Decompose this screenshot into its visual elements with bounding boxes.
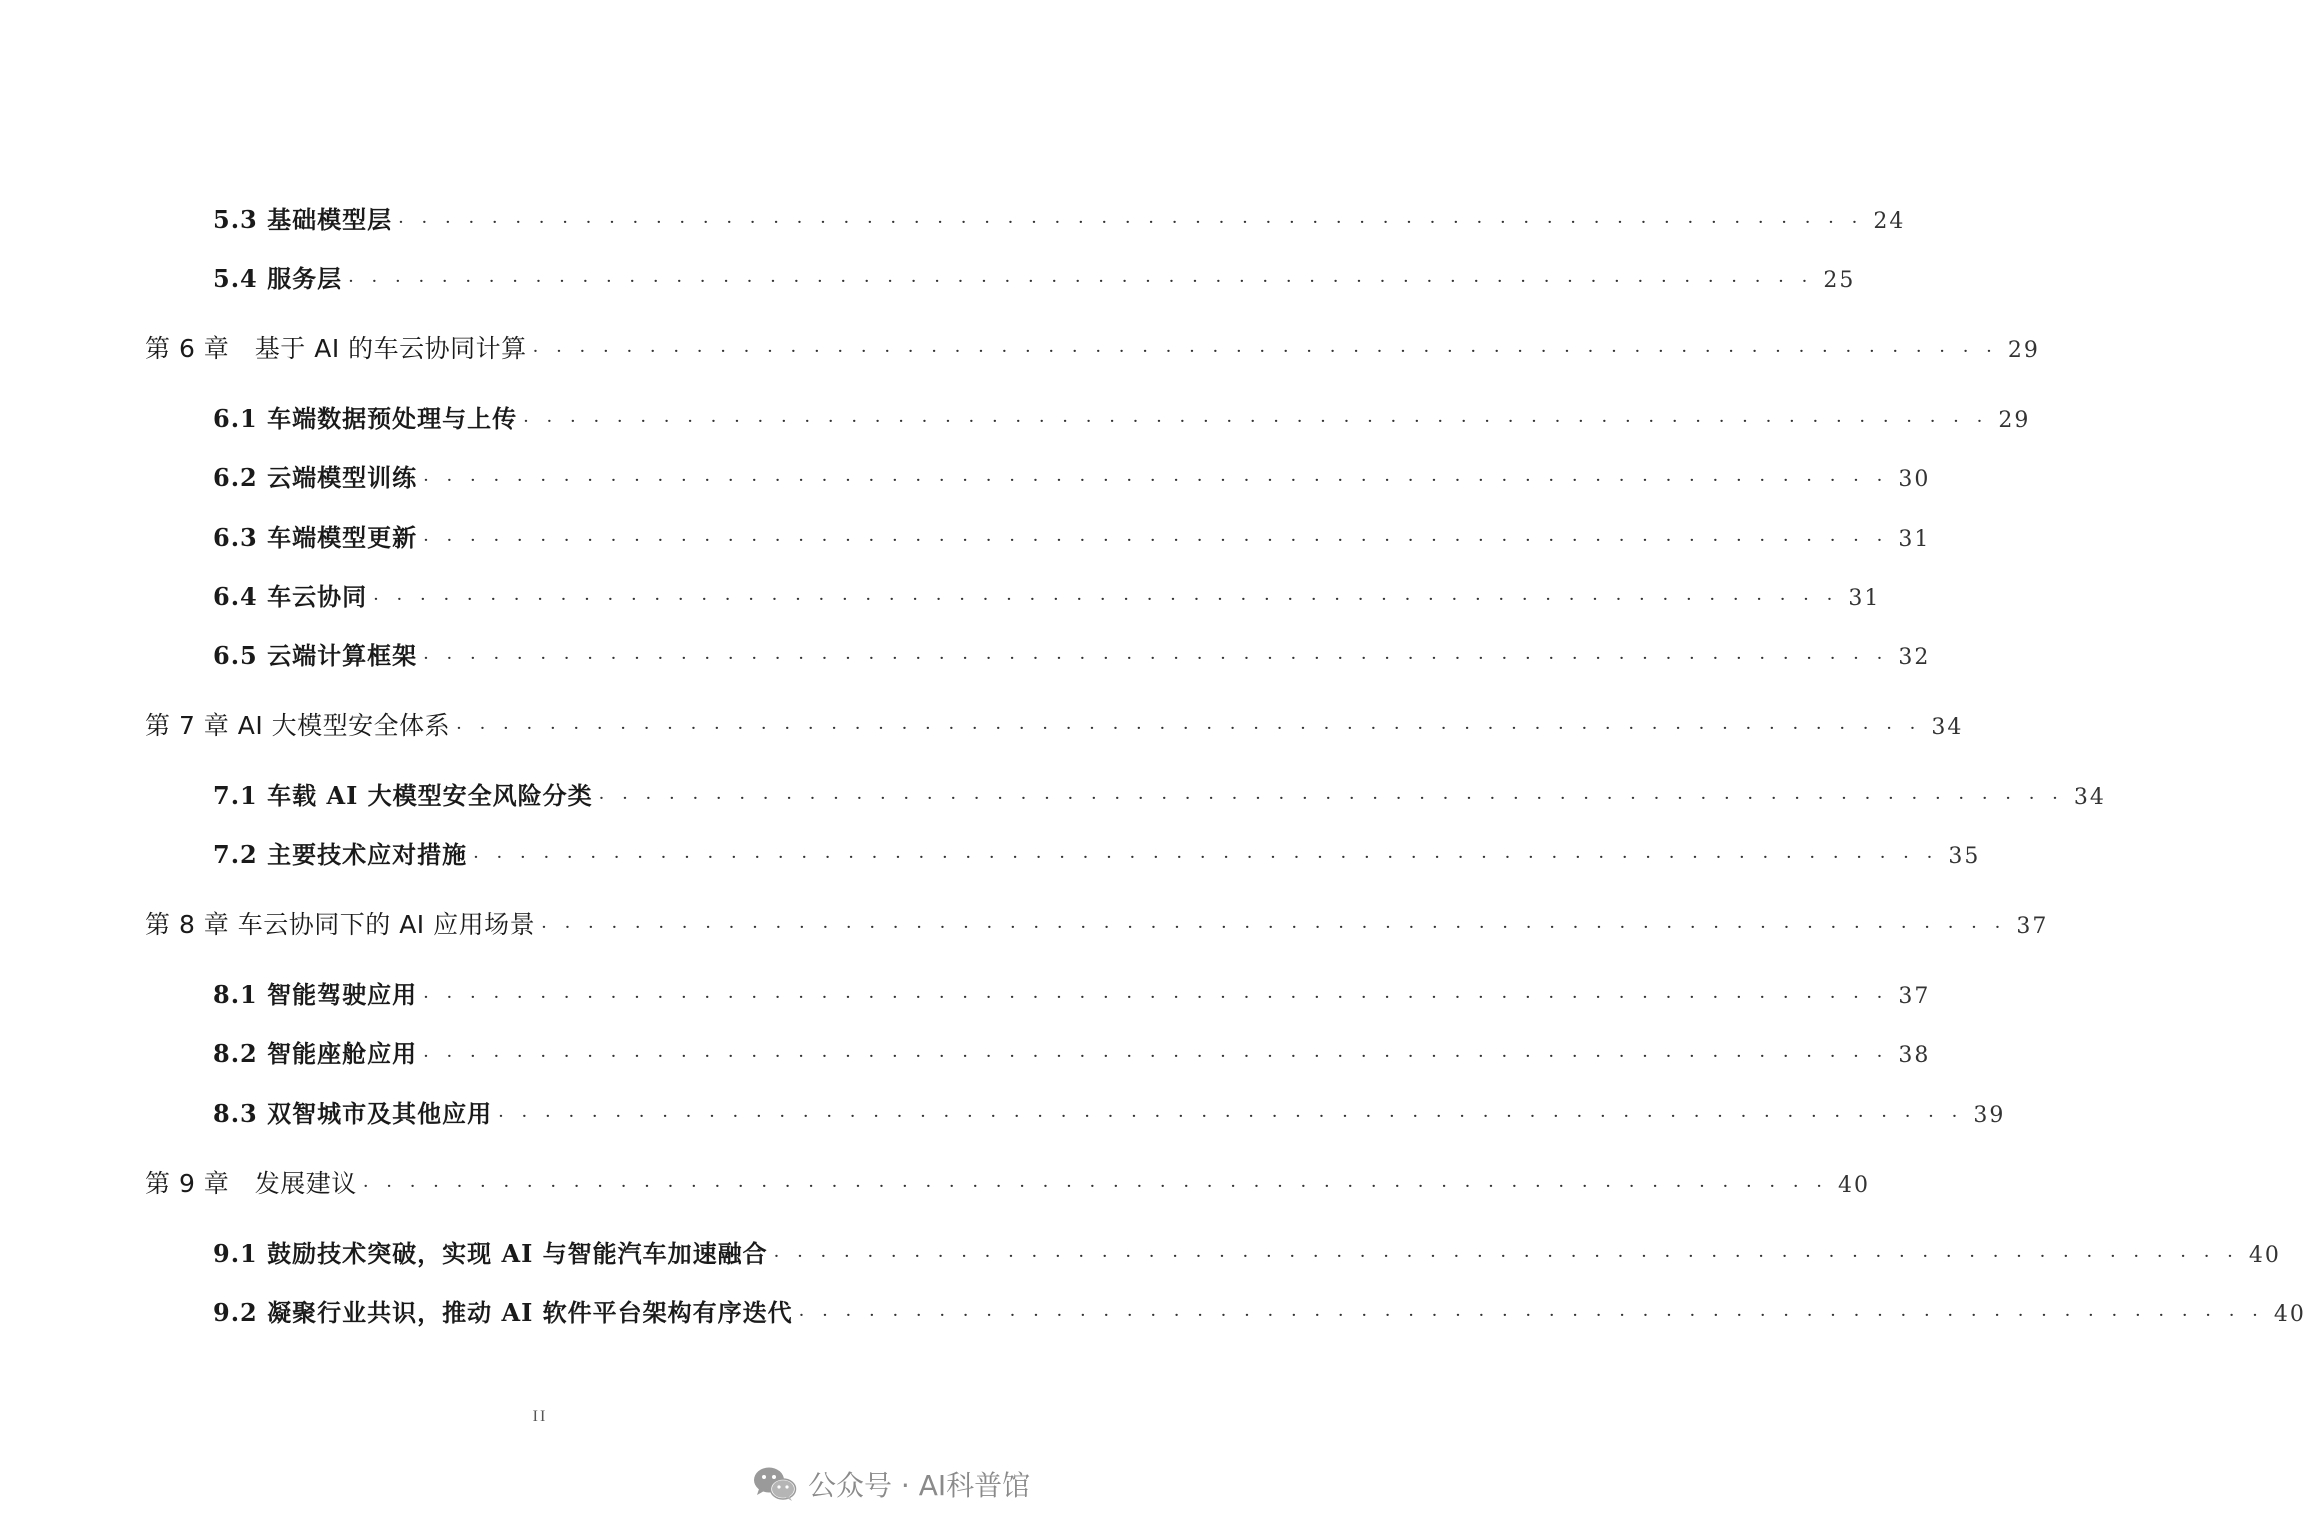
toc-entry-page: 34 [1931,715,1964,740]
toc-entry-title: 8.2 智能座舱应用 [213,1039,418,1068]
toc-chapter-entry[interactable] [145,905,2049,945]
toc-entry-title: 7.2 主要技术应对措施 [213,840,468,869]
toc-entry[interactable] [213,399,2031,439]
watermark [752,1462,1030,1506]
toc-entry-title: 6.4 车云协同 [213,582,368,611]
toc-leader-dots: · · · · · · · · · · · · · · · · · · · · · · · · · · · · · · · · · · · · · · · · · · · · · · · · · · · · · · · · · · · · · · · [523,411,1989,432]
toc-leader-dots: · · · · · · · · · · · · · · · · · · · · · · · · · · · · · · · · · · · · · · · · · · · · · · · · · · · · · · · · · · · · · · · [423,648,1889,669]
toc-entry-title: 5.3 基础模型层 [213,205,393,234]
toc-leader-dots: · · · · · · · · · · · · · · · · · · · · · · · · · · · · · · · · · · · · · · · · · · · · · · · · · · · · · · · · · · · · · · · [798,1305,2264,1326]
toc-entry-page: 31 [1898,527,1931,552]
toc-entry[interactable] [213,1293,2306,1333]
toc-entry[interactable] [213,1094,2006,1134]
toc-entry-page: 38 [1898,1043,1931,1068]
toc-entry-title: 7.1 车载 AI 大模型安全风险分类 [213,781,593,810]
toc-entry-page: 35 [1948,844,1981,869]
toc-entry-page: 29 [1998,408,2031,433]
toc-entry[interactable] [213,975,1931,1015]
toc-entry-title: 第 9 章 发展建议 [145,1169,357,1198]
toc-leader-dots: · · · · · · · · · · · · · · · · · · · · · · · · · · · · · · · · · · · · · · · · · · · · · · · · · · · · · · · · · · · · · · · [456,718,1922,739]
toc-leader-dots: · · · · · · · · · · · · · · · · · · · · · · · · · · · · · · · · · · · · · · · · · · · · · · · · · · · · · · · · · · · · · · · [598,788,2064,809]
toc-entry-page: 40 [1838,1173,1871,1198]
toc-leader-dots: · · · · · · · · · · · · · · · · · · · · · · · · · · · · · · · · · · · · · · · · · · · · · · · · · · · · · · · · · · · · · · · [498,1106,1964,1127]
page-number: II [532,1408,548,1425]
toc-entry-title: 6.3 车端模型更新 [213,523,418,552]
toc-entry[interactable] [213,776,2106,816]
toc-entry[interactable] [213,1234,2281,1274]
toc-leader-dots: · · · · · · · · · · · · · · · · · · · · · · · · · · · · · · · · · · · · · · · · · · · · · · · · · · · · · · · · · · · · · · · [423,1046,1889,1067]
toc-entry-title: 8.3 双智城市及其他应用 [213,1099,493,1128]
toc-entry-page: 25 [1823,268,1856,293]
toc-entry-title: 6.1 车端数据预处理与上传 [213,404,518,433]
toc-leader-dots: · · · · · · · · · · · · · · · · · · · · · · · · · · · · · · · · · · · · · · · · · · · · · · · · · · · · · · · · · · · · · · · [473,847,1939,868]
toc-entry-page: 24 [1873,209,1906,234]
toc-entry-page: 30 [1898,467,1931,492]
toc-leader-dots: · · · · · · · · · · · · · · · · · · · · · · · · · · · · · · · · · · · · · · · · · · · · · · · · · · · · · · · · · · · · · · · [773,1246,2239,1267]
toc-leader-dots: · · · · · · · · · · · · · · · · · · · · · · · · · · · · · · · · · · · · · · · · · · · · · · · · · · · · · · · · · · · · · · · [423,530,1889,551]
toc-entry-title: 第 8 章 车云协同下的 AI 应用场景 [145,910,536,939]
toc-entry[interactable] [213,458,1931,498]
toc-entry-page: 37 [1898,984,1931,1009]
toc-entry[interactable] [213,1034,1931,1074]
toc-entry-title: 第 6 章 基于 AI 的车云协同计算 [145,334,527,363]
toc-entry-title: 9.2 凝聚行业共识，推动 AI 软件平台架构有序迭代 [213,1298,793,1327]
toc-entry-title: 第 7 章 AI 大模型安全体系 [145,711,451,740]
toc-entry[interactable] [213,577,1881,617]
toc-entry[interactable] [213,835,1981,875]
toc-entry-page: 39 [1973,1103,2006,1128]
toc-chapter-entry[interactable] [145,1164,1871,1204]
toc-entry-page: 34 [2073,785,2106,810]
toc-entry[interactable] [213,636,1931,676]
toc-leader-dots: · · · · · · · · · · · · · · · · · · · · · · · · · · · · · · · · · · · · · · · · · · · · · · · · · · · · · · · · · · · · · · · [348,271,1814,292]
toc-entry-page: 29 [2007,338,2040,363]
toc-leader-dots: · · · · · · · · · · · · · · · · · · · · · · · · · · · · · · · · · · · · · · · · · · · · · · · · · · · · · · · · · · · · · · · [423,987,1889,1008]
watermark-text: 公众号 · AI科普馆 [808,1469,1031,1502]
toc-leader-dots: · · · · · · · · · · · · · · · · · · · · · · · · · · · · · · · · · · · · · · · · · · · · · · · · · · · · · · · · · · · · · · · [398,212,1864,233]
toc-entry-title: 6.2 云端模型训练 [213,463,418,492]
toc-entry-title: 6.5 云端计算框架 [213,641,418,670]
toc-entry[interactable] [213,518,1931,558]
toc-entry-page: 40 [2248,1243,2281,1268]
toc-chapter-entry[interactable] [145,706,1964,746]
toc-leader-dots: · · · · · · · · · · · · · · · · · · · · · · · · · · · · · · · · · · · · · · · · · · · · · · · · · · · · · · · · · · · · · · · [423,470,1889,491]
toc-entry[interactable] [213,200,1906,240]
toc-entry-page: 31 [1848,586,1881,611]
toc-entry-page: 37 [2016,914,2049,939]
toc-leader-dots: · · · · · · · · · · · · · · · · · · · · · · · · · · · · · · · · · · · · · · · · · · · · · · · · · · · · · · · · · · · · · · · [541,917,2007,938]
toc-entry-title: 9.1 鼓励技术突破，实现 AI 与智能汽车加速融合 [213,1239,768,1268]
toc-leader-dots: · · · · · · · · · · · · · · · · · · · · · · · · · · · · · · · · · · · · · · · · · · · · · · · · · · · · · · · · · · · · · · · [362,1176,1829,1197]
wechat-icon [752,1464,798,1504]
toc-chapter-entry[interactable] [145,329,2040,369]
toc-entry-title: 8.1 智能驾驶应用 [213,980,418,1009]
toc-entry-title: 5.4 服务层 [213,264,343,293]
toc-entry-page: 32 [1898,645,1931,670]
toc-entry[interactable] [213,259,1856,299]
toc-entry-page: 40 [2273,1302,2306,1327]
toc-leader-dots: · · · · · · · · · · · · · · · · · · · · · · · · · · · · · · · · · · · · · · · · · · · · · · · · · · · · · · · · · · · · · · · [532,341,1998,362]
toc-leader-dots: · · · · · · · · · · · · · · · · · · · · · · · · · · · · · · · · · · · · · · · · · · · · · · · · · · · · · · · · · · · · · · · [373,589,1839,610]
